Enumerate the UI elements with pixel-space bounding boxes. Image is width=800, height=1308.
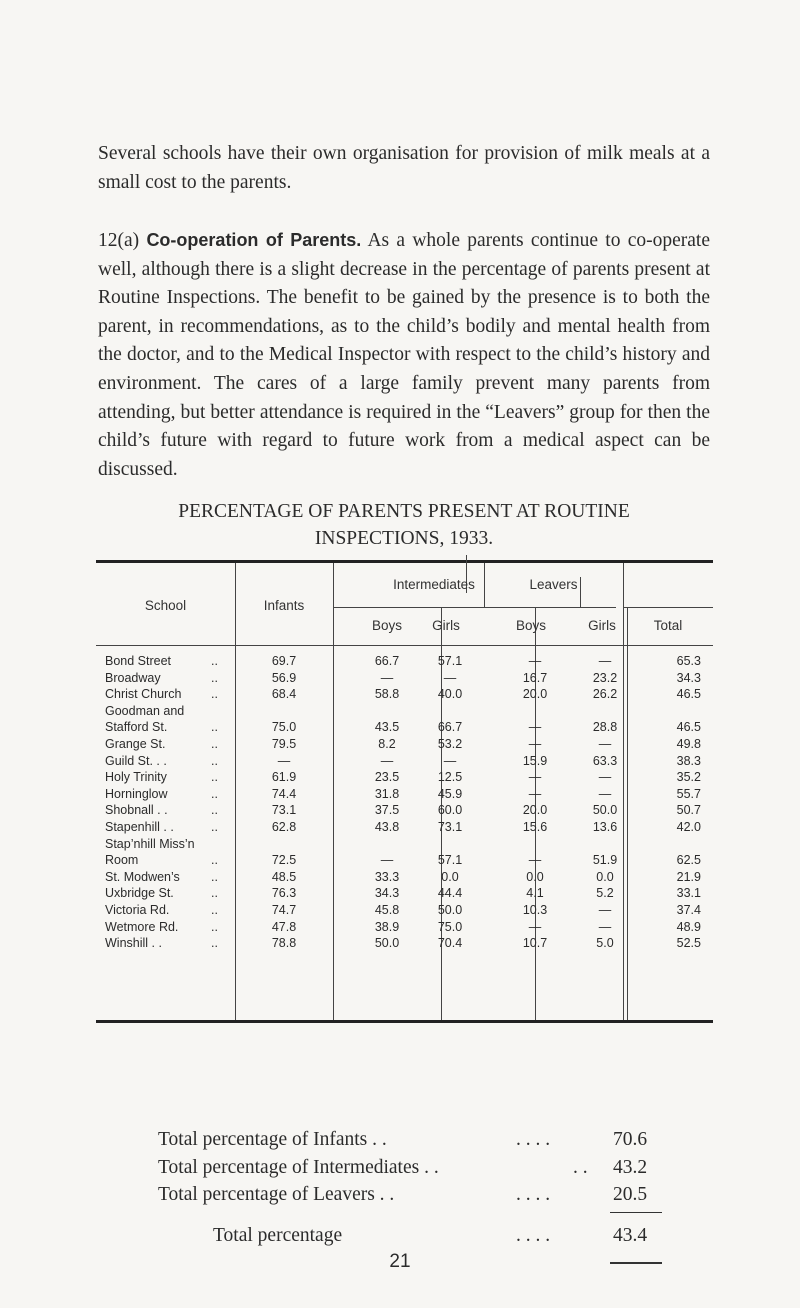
cell-infants: 75.0 bbox=[271, 720, 297, 735]
cell-int-girls: 57.1 bbox=[437, 654, 463, 668]
cell-int-girls: 45.9 bbox=[437, 786, 463, 801]
school-name: Guild St. . . bbox=[105, 753, 167, 768]
cell-total: 46.5 bbox=[676, 720, 701, 735]
cell-int-girls: 50.0 bbox=[437, 902, 463, 917]
table-row bbox=[96, 886, 713, 903]
cell-lv-girls: 5.0 bbox=[596, 936, 614, 951]
school-name: Horninglow bbox=[105, 786, 168, 801]
leader-dots: .. bbox=[211, 687, 218, 702]
cell-lv-boys: — bbox=[528, 654, 542, 668]
cell-lv-girls: — bbox=[598, 736, 612, 751]
school-name: Winshill . . bbox=[105, 936, 162, 951]
cell-int-boys: 38.9 bbox=[374, 919, 400, 934]
cell-total: 42.0 bbox=[676, 819, 701, 834]
header-infants: Infants bbox=[263, 598, 305, 613]
cell-total: 52.5 bbox=[676, 936, 701, 951]
leader-dots: .. bbox=[211, 902, 218, 917]
total-value: 20.5 bbox=[613, 1184, 648, 1206]
leader-dots: .. bbox=[211, 853, 218, 868]
leader-dots: .. bbox=[211, 869, 218, 884]
grand-total-row bbox=[158, 1222, 658, 1250]
leader-dots: .. bbox=[211, 919, 218, 934]
total-value: 70.6 bbox=[613, 1129, 648, 1150]
cell-lv-boys: 10.7 bbox=[522, 936, 548, 951]
section-body: As a whole parents continue to co-operate well, although there is a slight decrease in the percentage of parents present at Routine Inspections. The benefit to be gained by the presence is to both the parent, in recommendations, as to the child’s bodily and mental health from the doctor, and to the Medical Inspector with respect to the child’s history and environment. The cares of a large family prevent many parents from attending, but better attendance is required in the “Leavers” group for then the child’s future with regard to future work from a medical aspect can be discussed. bbox=[98, 230, 710, 480]
header-leavers: Leavers bbox=[529, 577, 578, 592]
school-name: Broadway bbox=[105, 670, 161, 685]
table-row bbox=[96, 737, 713, 754]
leader-dots: .. bbox=[211, 786, 218, 801]
table-row bbox=[96, 920, 713, 937]
leader-dots: .. bbox=[211, 819, 218, 834]
leader-dots: .. bbox=[211, 720, 218, 735]
school-name: Christ Church bbox=[105, 687, 182, 702]
cell-lv-boys: 20.0 bbox=[522, 687, 548, 702]
cell-total: 50.7 bbox=[676, 803, 701, 818]
cell-total: 49.8 bbox=[676, 736, 701, 751]
total-header-rule bbox=[623, 607, 713, 608]
table-row bbox=[96, 853, 713, 870]
school-name: Uxbridge St. bbox=[105, 886, 174, 901]
cell-int-boys: — bbox=[380, 753, 394, 768]
cell-infants: 61.9 bbox=[271, 770, 297, 785]
cell-infants: 56.9 bbox=[271, 670, 297, 685]
cell-int-boys: — bbox=[380, 670, 394, 685]
cell-total: 38.3 bbox=[676, 753, 701, 768]
cell-total: 48.9 bbox=[676, 919, 701, 934]
cell-infants: 68.4 bbox=[271, 687, 297, 702]
cell-infants: 76.3 bbox=[271, 886, 297, 901]
cell-infants: 69.7 bbox=[271, 654, 297, 668]
cell-lv-boys: — bbox=[528, 786, 542, 801]
table-row bbox=[96, 687, 713, 704]
cell-lv-girls: — bbox=[598, 654, 612, 668]
school-name: Shobnall . . bbox=[105, 803, 168, 818]
school-name: Stapenhill . . bbox=[105, 819, 174, 834]
school-name: Wetmore Rd. bbox=[105, 919, 179, 934]
leader-dots: .. bbox=[211, 886, 218, 901]
cell-int-boys: 45.8 bbox=[374, 902, 400, 917]
total-dots: . . bbox=[573, 1156, 588, 1178]
cell-int-girls: 0.0 bbox=[441, 869, 459, 884]
cell-int-girls: 60.0 bbox=[437, 803, 463, 818]
intro-paragraph: Several schools have their own organisation for provision of milk meals at a small cost to the parents. bbox=[98, 143, 710, 193]
cell-lv-boys: — bbox=[528, 853, 542, 868]
total-label: Total percentage of Infants . . bbox=[158, 1129, 387, 1150]
table-row bbox=[96, 787, 713, 804]
grand-total-dots: . . . . bbox=[516, 1225, 551, 1246]
table-title-line2: INSPECTIONS, 1933. bbox=[314, 528, 494, 549]
cell-int-boys: 23.5 bbox=[374, 770, 400, 785]
cell-lv-girls: 63.3 bbox=[592, 753, 618, 768]
table-row bbox=[96, 671, 713, 688]
grand-total-label: Total percentage bbox=[213, 1225, 343, 1246]
cell-lv-boys: — bbox=[528, 720, 542, 735]
cell-infants: 74.7 bbox=[271, 902, 297, 917]
cell-lv-girls: 5.2 bbox=[596, 886, 614, 901]
table-row bbox=[96, 754, 713, 771]
cell-infants: 72.5 bbox=[271, 853, 297, 868]
table-row bbox=[96, 870, 713, 887]
cell-infants: 62.8 bbox=[271, 819, 297, 834]
school-name: St. Modwen’s bbox=[105, 869, 180, 884]
cell-total: 35.2 bbox=[676, 770, 701, 785]
header-intermediates: Intermediates bbox=[393, 577, 475, 592]
cell-total: 46.5 bbox=[676, 687, 701, 702]
school-name: Victoria Rd. bbox=[105, 902, 170, 917]
school-name: Stafford St. bbox=[105, 720, 168, 735]
leader-dots: .. bbox=[211, 753, 218, 768]
cell-int-girls: 44.4 bbox=[437, 886, 463, 901]
leader-dots: .. bbox=[211, 736, 218, 751]
cell-lv-boys: 16.7 bbox=[522, 670, 548, 685]
table-row bbox=[96, 720, 713, 737]
school-name-line1: Goodman and bbox=[105, 703, 185, 718]
cell-int-boys: 37.5 bbox=[374, 803, 400, 818]
cell-int-boys: 34.3 bbox=[374, 886, 400, 901]
cell-infants: 73.1 bbox=[271, 803, 297, 818]
cell-total: 65.3 bbox=[676, 654, 701, 668]
leader-dots: .. bbox=[211, 670, 218, 685]
cell-lv-boys: 15.9 bbox=[522, 753, 548, 768]
totals-block bbox=[158, 1126, 658, 1209]
leader-dots: .. bbox=[211, 654, 218, 668]
table-body bbox=[96, 654, 713, 953]
table-row bbox=[96, 803, 713, 820]
cell-infants: 47.8 bbox=[271, 919, 297, 934]
table-row bbox=[96, 820, 713, 837]
grand-total-value: 43.4 bbox=[613, 1225, 648, 1246]
cell-lv-girls: — bbox=[598, 919, 612, 934]
cell-int-girls: 70.4 bbox=[437, 936, 463, 951]
cell-infants: 78.8 bbox=[271, 936, 297, 951]
cell-lv-girls: 28.8 bbox=[592, 720, 618, 735]
grand-total-block bbox=[158, 1222, 658, 1250]
cell-lv-girls: — bbox=[598, 786, 612, 801]
cell-lv-girls: 26.2 bbox=[592, 687, 618, 702]
table-row bbox=[96, 903, 713, 920]
total-label: Total percentage of Intermediates . . bbox=[158, 1156, 439, 1178]
header-int-girls: Girls bbox=[432, 618, 460, 633]
total-dots: . . . . bbox=[516, 1184, 551, 1206]
cell-int-boys: 33.3 bbox=[374, 869, 400, 884]
leader-dots: .. bbox=[211, 770, 218, 785]
header-lv-girls: Girls bbox=[588, 618, 616, 633]
cell-lv-girls: 50.0 bbox=[592, 803, 618, 818]
cell-int-girls: 57.1 bbox=[437, 853, 463, 868]
cell-infants: — bbox=[277, 753, 291, 768]
table-row-prefix bbox=[96, 704, 713, 721]
cell-lv-boys: — bbox=[528, 770, 542, 785]
cell-int-boys: 66.7 bbox=[374, 654, 400, 668]
cell-int-boys: 43.8 bbox=[374, 819, 400, 834]
cell-total: 33.1 bbox=[676, 886, 701, 901]
header-int-boys: Boys bbox=[371, 618, 402, 633]
cell-lv-girls: — bbox=[598, 770, 612, 785]
header-lv-boys: Boys bbox=[515, 618, 546, 633]
cell-int-boys: 43.5 bbox=[374, 720, 400, 735]
cell-lv-boys: — bbox=[528, 736, 542, 751]
table-bottom-rule bbox=[96, 1020, 713, 1023]
cell-lv-girls: 23.2 bbox=[592, 670, 618, 685]
header-total: Total bbox=[653, 618, 683, 633]
table-row bbox=[96, 770, 713, 787]
cell-int-boys: 58.8 bbox=[374, 687, 400, 702]
cell-lv-boys: 20.0 bbox=[522, 803, 548, 818]
cooperation-paragraph bbox=[98, 226, 710, 484]
cell-lv-girls: — bbox=[598, 902, 612, 917]
sum-rule bbox=[610, 1212, 662, 1213]
cell-total: 21.9 bbox=[676, 869, 701, 884]
total-dots: . . . . bbox=[516, 1129, 551, 1150]
school-name: Grange St. bbox=[105, 736, 166, 751]
leader-dots: .. bbox=[211, 803, 218, 818]
total-value: 43.2 bbox=[613, 1156, 648, 1178]
table-row-prefix bbox=[96, 837, 713, 854]
cell-int-girls: 75.0 bbox=[437, 919, 463, 934]
cell-total: 55.7 bbox=[676, 786, 701, 801]
cell-int-boys: 50.0 bbox=[374, 936, 400, 951]
total-row bbox=[158, 1126, 658, 1154]
school-name: Holy Trinity bbox=[105, 770, 167, 785]
cell-int-boys: 31.8 bbox=[374, 786, 400, 801]
section-number: 12(a) bbox=[98, 230, 140, 251]
cell-total: 62.5 bbox=[676, 853, 701, 868]
section-heading: Co-operation of Parents. bbox=[146, 230, 362, 250]
table-row bbox=[96, 936, 713, 953]
cell-lv-girls: 51.9 bbox=[592, 853, 618, 868]
cell-total: 34.3 bbox=[676, 670, 701, 685]
table-title-line1: PERCENTAGE OF PARENTS PRESENT AT ROUTINE bbox=[178, 501, 630, 522]
cell-lv-boys: 4.1 bbox=[526, 886, 544, 901]
cell-int-girls: 40.0 bbox=[437, 687, 463, 702]
table-row bbox=[96, 654, 713, 671]
leavers-underline bbox=[490, 607, 616, 608]
table-top-rule bbox=[96, 560, 713, 563]
cell-lv-boys: 0.0 bbox=[526, 869, 544, 884]
cell-int-boys: — bbox=[380, 853, 394, 868]
total-row bbox=[158, 1154, 658, 1182]
leader-dots: .. bbox=[211, 936, 218, 951]
cell-lv-boys: — bbox=[528, 919, 542, 934]
header-school: School bbox=[144, 598, 187, 613]
school-name-line1: Stap’nhill Miss’n bbox=[105, 836, 195, 851]
cell-lv-girls: 13.6 bbox=[592, 819, 618, 834]
percentage-table bbox=[96, 560, 713, 1023]
cell-lv-boys: 15.6 bbox=[522, 819, 548, 834]
header-bottom-rule bbox=[96, 645, 713, 646]
page-number: 21 bbox=[389, 1251, 411, 1272]
cell-infants: 79.5 bbox=[271, 736, 297, 751]
cell-total: 37.4 bbox=[676, 902, 701, 917]
cell-int-girls: 12.5 bbox=[437, 770, 463, 785]
table-title bbox=[98, 498, 710, 552]
cell-infants: 74.4 bbox=[271, 786, 297, 801]
cell-int-girls: 66.7 bbox=[437, 720, 463, 735]
cell-int-girls: — bbox=[443, 670, 457, 685]
total-label: Total percentage of Leavers . . bbox=[158, 1184, 395, 1206]
cell-infants: 48.5 bbox=[271, 869, 297, 884]
total-row bbox=[158, 1181, 658, 1209]
school-name: Room bbox=[105, 853, 139, 868]
cell-lv-boys: 10.3 bbox=[522, 902, 548, 917]
cell-int-girls: — bbox=[443, 753, 457, 768]
cell-int-girls: 53.2 bbox=[437, 736, 463, 751]
cell-int-boys: 8.2 bbox=[378, 736, 396, 751]
school-name: Bond Street bbox=[105, 654, 172, 668]
cell-int-girls: 73.1 bbox=[437, 819, 463, 834]
cell-lv-girls: 0.0 bbox=[596, 869, 614, 884]
